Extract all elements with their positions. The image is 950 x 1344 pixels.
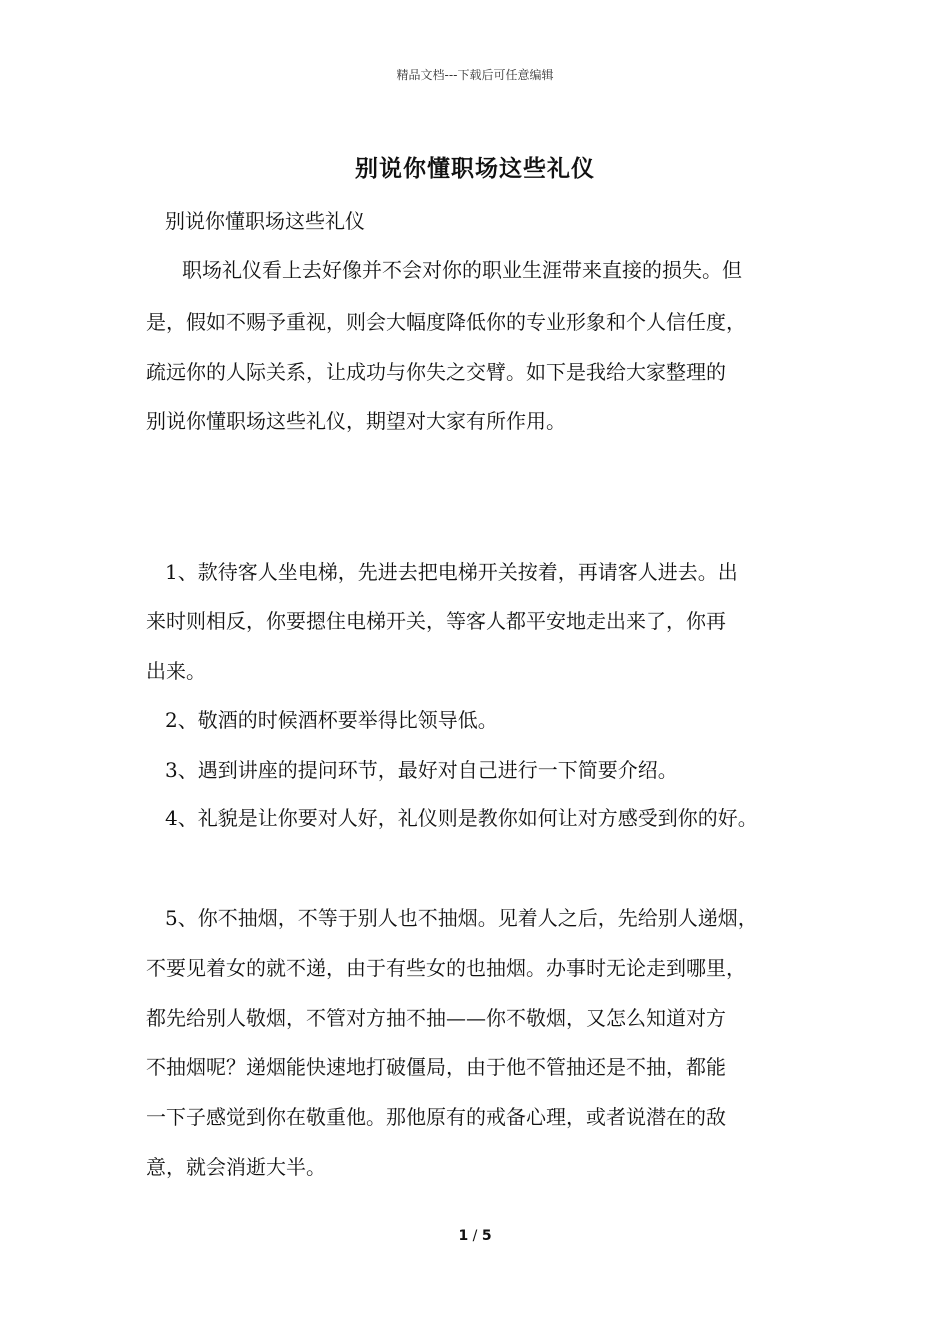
subtitle: 别说你懂职场这些礼仪 <box>165 209 365 233</box>
item-4-paragraph: 4、礼貌是让你要对人好，礼仪则是教你如何让对方感受到你的好。 <box>165 806 758 830</box>
header-note: 精品文档---下载后可任意编辑 <box>396 68 554 82</box>
paragraph-line: 是，假如不赐予重视，则会大幅度降低你的专业形象和个人信任度， <box>146 310 746 334</box>
paragraph-line: 不抽烟呢？递烟能快速地打破僵局，由于他不管抽还是不抽，都能 <box>146 1055 726 1079</box>
page-separator: / <box>472 1228 478 1244</box>
total-pages: 5 <box>481 1228 492 1244</box>
paragraph-line: 疏远你的人际关系，让成功与你失之交臂。如下是我给大家整理的 <box>146 360 726 384</box>
paragraph-line: 职场礼仪看上去好像并不会对你的职业生涯带来直接的损失。但 <box>182 258 742 282</box>
paragraph-line: 都先给别人敬烟，不管对方抽不抽——你不敬烟，又怎么知道对方 <box>146 1006 726 1030</box>
paragraph-line: 不要见着女的就不递，由于有些女的也抽烟。办事时无论走到哪里， <box>146 956 746 980</box>
paragraph-line: 一下子感觉到你在敬重他。那他原有的戒备心理，或者说潜在的敌 <box>146 1105 726 1129</box>
item-3-paragraph: 3、遇到讲座的提问环节，最好对自己进行一下简要介绍。 <box>165 758 678 782</box>
item-2-paragraph: 2、敬酒的时候酒杯要举得比领导低。 <box>165 708 498 732</box>
document-title: 别说你懂职场这些礼仪 <box>355 155 595 182</box>
paragraph-line: 意，就会消逝大半。 <box>146 1155 326 1179</box>
paragraph-line: 别说你懂职场这些礼仪，期望对大家有所作用。 <box>146 409 566 433</box>
paragraph-line: 5、你不抽烟，不等于别人也不抽烟。见着人之后，先给别人递烟， <box>165 906 758 930</box>
paragraph-line: 1、款待客人坐电梯，先进去把电梯开关按着，再请客人进去。出 <box>165 560 738 584</box>
page-number <box>0 1228 950 1244</box>
paragraph-line: 来时则相反，你要摁住电梯开关，等客人都平安地走出来了，你再 <box>146 609 726 633</box>
paragraph-line: 出来。 <box>146 659 206 683</box>
current-page: 1 <box>458 1228 469 1244</box>
